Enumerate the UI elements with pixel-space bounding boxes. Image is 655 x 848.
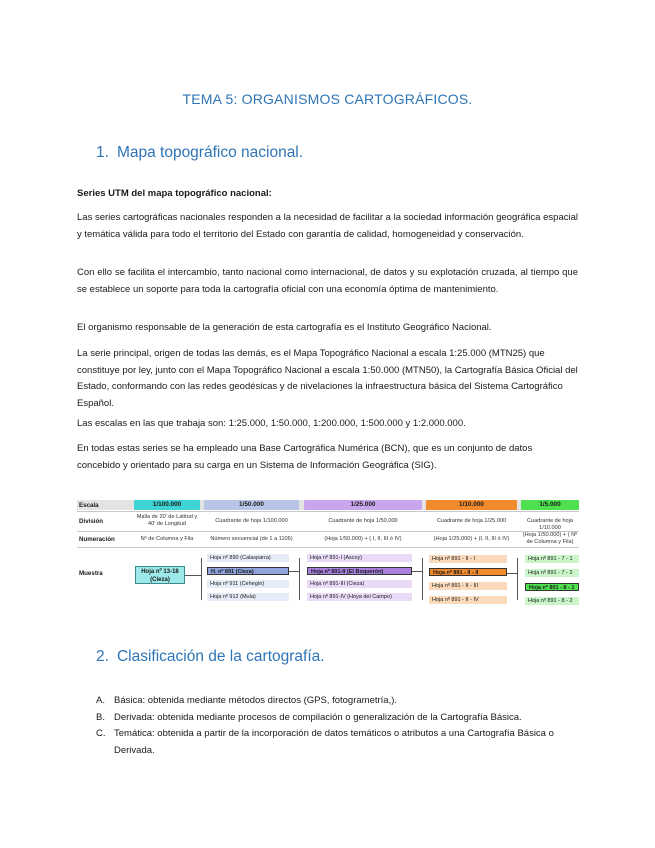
paragraph: En todas estas series se ha empleado una Base Cartográfica Numérica (BCN), que es un conjunto de datos concebido y orientado para su carga en un Sistema de Información Geográfica (SIG). [77, 443, 533, 471]
scale-header: 1/50.000 [204, 500, 299, 510]
numbering-cell: (Hoja 1/25.000) + (I, II, III ó IV) [433, 536, 510, 542]
list-item-text: Básica: obtenida mediante métodos directos (GPS, fotogrametría,). [114, 695, 398, 706]
numbering-cell: Nº de Columna y Fila [140, 536, 194, 542]
sample-25-box: Hoja nº 891-II (El Boquerón) [307, 567, 412, 575]
numbering-cell: Número secuencial (de 1 a 1106) [210, 536, 293, 542]
map-series-figure [77, 500, 579, 611]
list-item-text: Derivada: obtenida mediante procesos de compilación o generalización de la Cartografía Básica. [114, 711, 522, 723]
scale-header: 1/10.000 [426, 500, 517, 510]
sample-50-box: Hoja nº 911 (Cehegín) [207, 580, 289, 588]
section-heading-2 [96, 648, 325, 666]
scale-header: 1/100.000 [134, 500, 200, 510]
paragraph: El organismo responsable de la generación de esta cartografía es el Instituto Geográfico Nacional. [77, 322, 492, 333]
row-label-scale: Escala [79, 502, 99, 509]
connector-line [412, 571, 422, 572]
connector-line [507, 573, 517, 574]
sample-5-box: Hoja nº 891 - 7 - 2 [525, 569, 579, 577]
section-title: Mapa topográfico nacional. [116, 144, 304, 161]
divider [77, 531, 579, 532]
sample-10-box: Hoja nº 891 - II - IV [429, 596, 507, 604]
division-cell: Malla de 20' de Latitud y 40' de Longitud [136, 514, 198, 527]
sample-50-box: Hoja nº 912 (Mula) [207, 593, 289, 601]
list-marker: A. [96, 695, 105, 706]
paragraph: Las escalas en las que trabaja son: 1:25.000, 1:50.000, 1:200.000, 1:500.000 y 1:2.000.000. [77, 418, 466, 429]
connector-line [517, 558, 518, 600]
section-number: 1. [96, 144, 109, 161]
sample-25-box: Hoja nº 891-IV (Hoya del Campo) [307, 593, 412, 601]
main-sample-box: Hoja nº 13-18 (Cieza) [135, 566, 185, 584]
paragraph: La serie principal, origen de todas las demás, es el Mapa Topográfico Nacional a escala 1:25.000 (MTN25) que constituye por ley, junto con el Mapa Topográfico Nacional a escala 1:50.000 (MTN50), la Cartografía Básica Oficial del Estado, conformando con las redes geodésicas y de nivelaciones la infraestructura básica del Sistema Cartográfico Español. [77, 348, 578, 409]
subheading: Series UTM del mapa topográfico nacional: [77, 188, 272, 199]
sample-5-box: Hoja nº 891 - 8 - 2 [525, 597, 579, 605]
division-cell: Cuadrante de hoja 1/100.000 [215, 518, 288, 524]
divider [77, 511, 579, 512]
scale-header: 1/5.000 [521, 500, 579, 510]
numbering-cell: (Hoja 1/50.000) + ( I, II, III ó IV) [324, 536, 402, 542]
connector-line [201, 558, 202, 600]
sample-10-box: Hoja nº 891 - II - III [429, 582, 507, 590]
page-title: TEMA 5: ORGANISMOS CARTOGRÁFICOS. [182, 91, 473, 107]
row-label-numbering: Numeración [79, 536, 115, 543]
list-marker: B. [96, 711, 105, 723]
list-item [96, 693, 578, 710]
numbering-cell: (Hoja 1/50.000) + ( Nº de Columna y Fila) [522, 532, 578, 545]
list-item-text: Temática: obtenida a partir de la incorporación de datos temáticos o atributos a una Cartografía Básica o Derivada. [114, 728, 554, 756]
paragraph: Con ello se facilita el intercambio, tanto nacional como internacional, de datos y su explotación cruzada, al tiempo que se establece un soporte para toda la cartografía oficial con una economía óptima de mantenimiento. [77, 267, 578, 295]
sample-10-box: Hoja nº 891 - II - I [429, 555, 507, 563]
section-number: 2. [96, 648, 109, 665]
sample-5-box: Hoja nº 891 - 8 - 1 [525, 583, 579, 591]
sample-50-box: H. nº 891 (Cieza) [207, 567, 289, 575]
connector-line [289, 571, 299, 572]
sample-50-box: Hoja nº 890 (Calasparra) [207, 554, 289, 562]
divider [77, 547, 579, 548]
section-title: Clasificación de la cartografía. [116, 648, 325, 665]
division-cell: Cuadrante de hoja 1/10.000 [526, 518, 574, 531]
section-heading-1 [96, 144, 303, 162]
sample-10-box: Hoja nº 891 - II - II [429, 568, 507, 576]
sample-25-box: Hoja nº 891-I (Ascoy) [307, 554, 412, 562]
list-item [96, 710, 578, 727]
classification-list [96, 693, 578, 759]
paragraph: Las series cartográficas nacionales responden a la necesidad de facilitar a la sociedad información geográfica espacial y temática válida para todo el territorio del Estado con garantía de calidad, homogeneidad y conservación. [77, 212, 578, 240]
row-label-division: División [79, 518, 104, 525]
division-cell: Cuadrante de hoja 1/50.000 [328, 518, 398, 524]
connector-line [185, 575, 201, 576]
sample-5-box: Hoja nº 891 - 7 - 1 [525, 555, 579, 563]
list-item [96, 726, 578, 759]
connector-line [299, 558, 300, 600]
connector-line [422, 558, 423, 600]
division-cell: Cuadrante de hoja 1/25.000 [436, 518, 507, 524]
list-marker: C. [96, 728, 106, 739]
sample-25-box: Hoja nº 891-III (Cieza) [307, 580, 412, 588]
row-label-sample: Muestra [79, 570, 103, 577]
scale-header: 1/25.000 [304, 500, 422, 510]
